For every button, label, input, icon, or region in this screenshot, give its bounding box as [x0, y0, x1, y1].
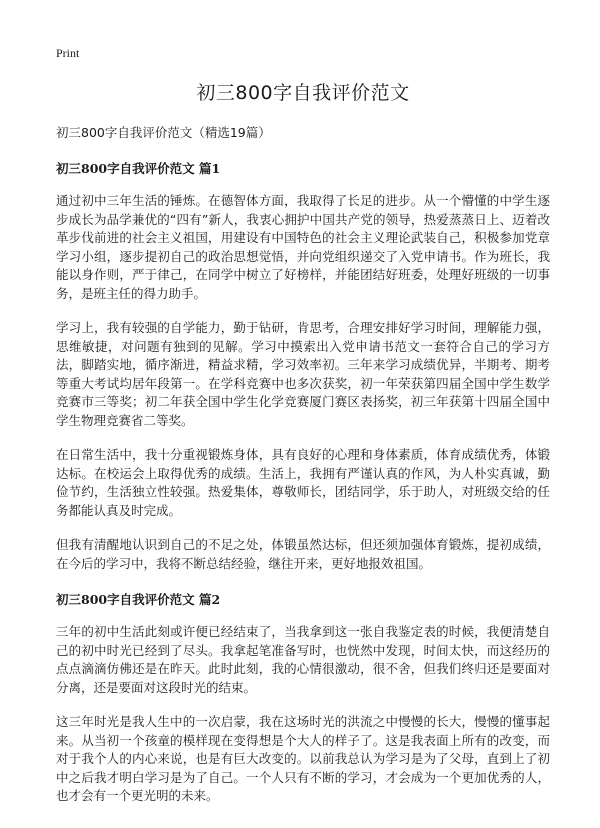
print-label: Print	[56, 46, 80, 60]
document-title: 初三800字自我评价范文	[196, 82, 410, 104]
paragraph: 在日常生活中，我十分重视锻炼身体，具有良好的心理和身体素质，体育成绩优秀，体锻达标。在校运会上取得优秀的成绩。生活上，我拥有严谨认真的作风，为人朴实真诚，勤俭节约，生活独立性较强。热爱集体，尊敬师长，团结同学，乐于助人，对班级交给的任务都能认真及时完成。	[56, 447, 550, 518]
paragraph: 但我有清醒地认识到自己的不足之处，体锻虽然达标，但还须加强体育锻炼，提初成绩，在今后的学习中，我将不断总结经验，继往开来，更好地报效祖国。	[56, 537, 550, 571]
section-heading: 初三800字自我评价范文 篇2	[56, 592, 221, 607]
paragraph: 学习上，我有较强的自学能力，勤于钻研，肯思考，合理安排好学习时间，理解能力强，思维敏捷，对问题有独到的见解。学习中摸索出入党申请书范文一套符合自己的学习方法，脚踏实地，循序渐进，精益求精，学习效率初。三年来学习成绩优异，半期考、期考等重大考试均居年段第一。在学科竞赛中也多次获奖，初一年荣获第四届全国中学生数学竞赛市三等奖；初二年获全国中学生化学竞赛厦门赛区表扬奖，初三年获第十四届全国中学生物理竞赛省二等奖。	[56, 320, 550, 428]
paragraph: 三年的初中生活此刻或许便已经结束了，当我拿到这一张自我鉴定表的时候，我便清楚自己的初中时光已经到了尽头。我拿起笔准备写时，也恍然中发现，时间太快，而这经历的点点滴滴仿佛还是在昨天。此时此刻，我的心情很激动，很不舍，但我们终归还是要面对分离，还是要面对这段时光的结束。	[56, 624, 550, 695]
paragraph: 通过初中三年生活的锤炼。在德智体方面，我取得了长足的进步。从一个懵懂的中学生逐步成长为品学兼优的“四有”新人，我衷心拥护中国共产党的领导，热爱蒸蒸日上、迈着改革步伐前进的社会主义祖国，用建设有中国特色的社会主义理论武装自己，积极参加党章学习小组，逐步提初自己的政治思想觉悟，并向党组织递交了入党申请书。作为班长，我能以身作则，严于律己，在同学中树立了好榜样，并能团结好班委，处理好班级的一切事务，是班主任的得力助手。	[56, 193, 550, 301]
section-heading: 初三800字自我评价范文 篇1	[56, 161, 221, 176]
document-subtitle: 初三800字自我评价范文（精选19篇）	[56, 125, 271, 140]
paragraph: 这三年时光是我人生中的一次启蒙，我在这场时光的洪流之中慢慢的长大，慢慢的懂事起来。从当初一个孩童的模样现在变得想是个大人的样子了。这是我表面上所有的改变，而对于我个人的内心来说，也是有巨大改变的。以前我总认为学习是为了父母，直到上了初中之后我才明白学习是为了自己。一个人只有不断的学习，才会成为一个更加优秀的人，也才会有一个更光明的未来。	[56, 714, 550, 803]
